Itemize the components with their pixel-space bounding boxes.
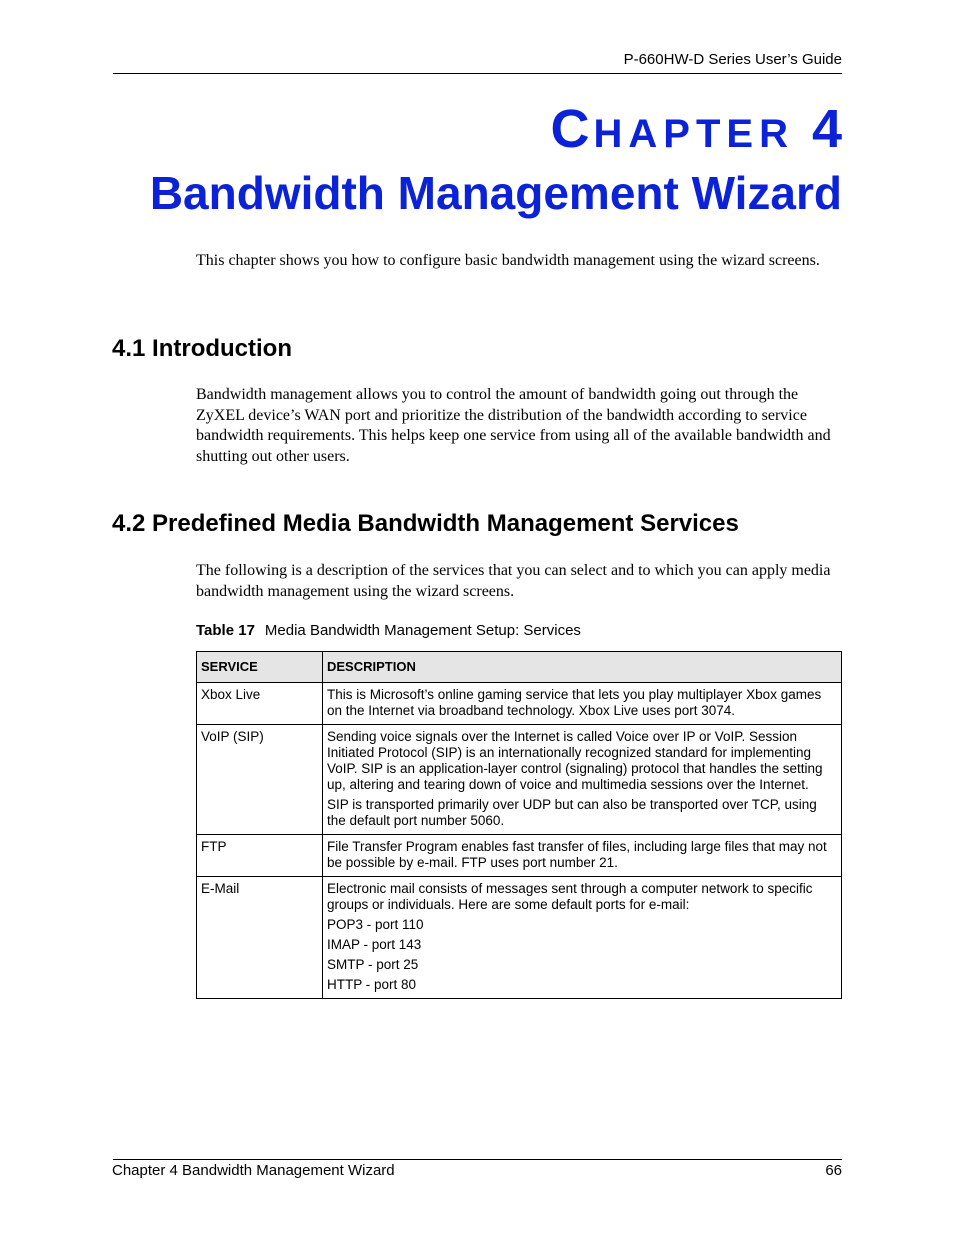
table-caption-text: Media Bandwidth Management Setup: Services bbox=[264, 622, 581, 639]
description-text: SIP is transported primarily over UDP but can also be transported over TCP, using the default port number 5060. bbox=[327, 797, 817, 828]
description-text: File Transfer Program enables fast transfer of files, including large files that may not be possible by e-mail. FTP uses port number 21. bbox=[327, 839, 827, 870]
description-text: Electronic mail consists of messages sent through a computer network to specific groups or individuals. Here are some default ports for e-mail: bbox=[327, 881, 813, 912]
description-text: This is Microsoft’s online gaming service that lets you play multiplayer Xbox games on the Internet via broadband technology. Xbox Live uses port 3074. bbox=[327, 687, 822, 718]
intro-paragraph: This chapter shows you how to configure basic bandwidth management using the wizard screens. bbox=[196, 252, 820, 269]
table-caption-label: Table 17 bbox=[196, 622, 255, 639]
description-text: POP3 - port 110 bbox=[327, 917, 424, 932]
service-cell: VoIP (SIP) bbox=[197, 725, 323, 835]
services-table bbox=[196, 651, 842, 999]
service-cell: Xbox Live bbox=[197, 683, 323, 725]
column-header-service: SERVICE bbox=[197, 652, 323, 683]
table-header-row bbox=[197, 652, 842, 683]
section-paragraph-predefined-services: The following is a description of the services that you can select and to which you can apply media bandwidth management using the wizard screens. bbox=[196, 562, 831, 600]
footer-page-number: 66 bbox=[825, 1162, 842, 1179]
running-header: P-660HW-D Series User’s Guide bbox=[623, 51, 842, 68]
table-row bbox=[197, 835, 842, 877]
header-divider bbox=[113, 73, 842, 74]
description-text: HTTP - port 80 bbox=[327, 977, 417, 992]
section-heading-introduction: 4.1 Introduction bbox=[112, 335, 292, 362]
table-caption bbox=[196, 622, 581, 639]
description-cell bbox=[323, 683, 842, 725]
description-text: Sending voice signals over the Internet is called Voice over IP or VoIP. Session Initiated Protocol (SIP) is an internationally recognized standard for implementing VoIP. SIP is an application-layer control (signaling) protocol that handles the setting up, altering and tearing down of voice and multimedia sessions over the Internet. bbox=[327, 729, 823, 792]
chapter-label-rest: HAPTER bbox=[593, 112, 794, 156]
description-text: IMAP - port 143 bbox=[327, 937, 422, 952]
table-row bbox=[197, 725, 842, 835]
chapter-label-initial: C bbox=[550, 99, 594, 159]
description-cell bbox=[323, 877, 842, 999]
section-heading-predefined-services: 4.2 Predefined Media Bandwidth Management Services bbox=[112, 510, 739, 537]
service-cell: E-Mail bbox=[197, 877, 323, 999]
description-cell bbox=[323, 725, 842, 835]
chapter-title: Bandwidth Management Wizard bbox=[149, 167, 842, 219]
table-row bbox=[197, 877, 842, 999]
column-header-description: DESCRIPTION bbox=[323, 652, 842, 683]
table-row bbox=[197, 683, 842, 725]
footer-divider bbox=[113, 1159, 842, 1160]
footer-chapter-ref: Chapter 4 Bandwidth Management Wizard bbox=[112, 1162, 395, 1179]
description-text: SMTP - port 25 bbox=[327, 957, 419, 972]
description-cell bbox=[323, 835, 842, 877]
chapter-number: 4 bbox=[811, 99, 842, 159]
section-paragraph-introduction: Bandwidth management allows you to control the amount of bandwidth going out through the ZyXEL device’s WAN port and prioritize the distribution of the bandwidth according to service bandwidth requirements. This helps keep one service from using all of the available bandwidth and shutting out other users. bbox=[196, 386, 831, 465]
service-cell: FTP bbox=[197, 835, 323, 877]
chapter-label bbox=[551, 98, 843, 160]
